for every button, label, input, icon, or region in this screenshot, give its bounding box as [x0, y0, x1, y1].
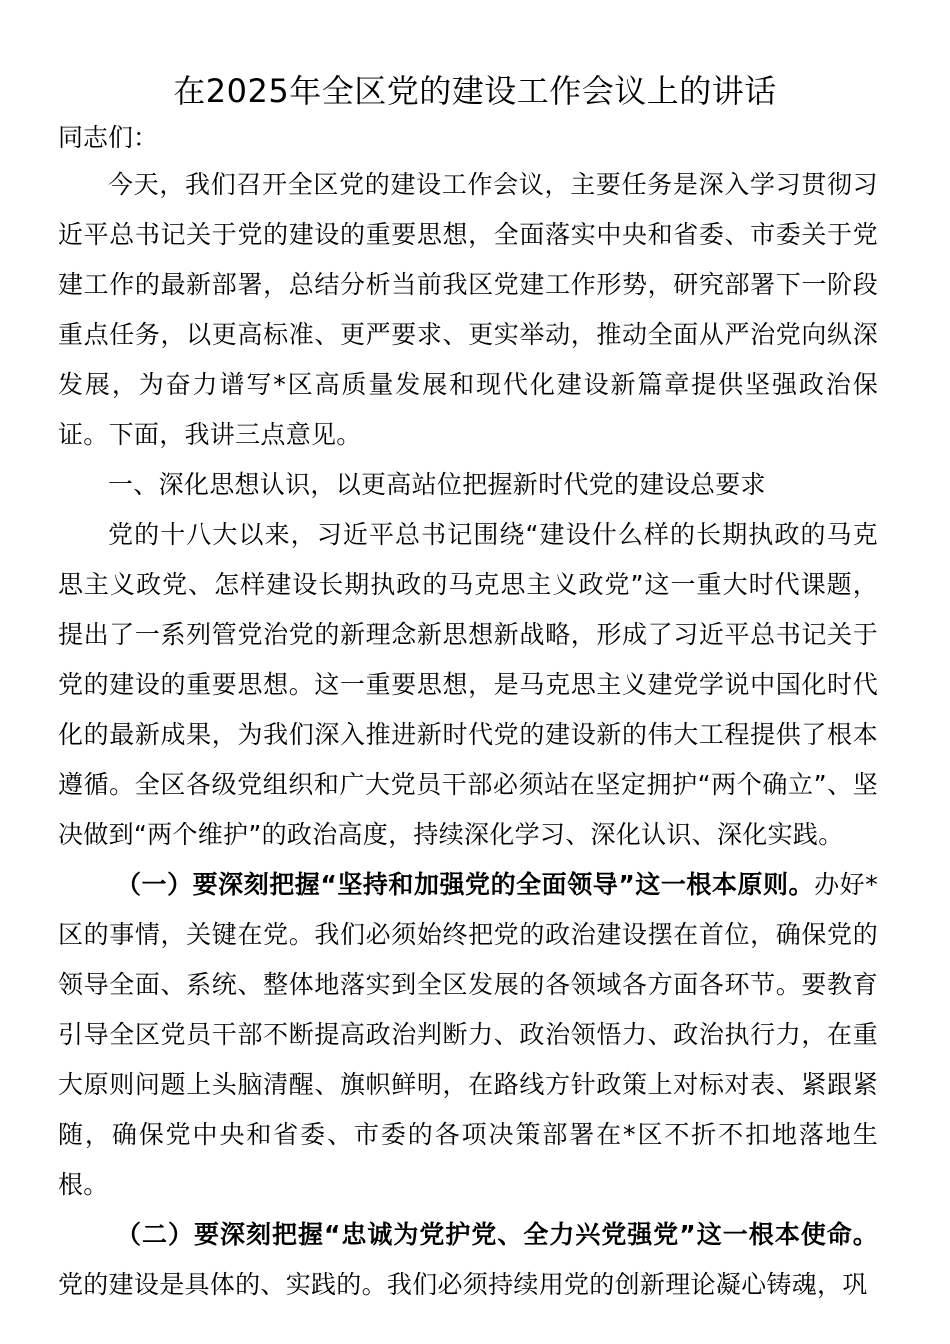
section-heading-1: 一、深化思想认识，以更高站位把握新时代党的建设总要求: [108, 470, 766, 499]
subsection-1-text: 办好*区的事情，关键在党。我们必须始终把党的政治建设摆在首位，确保党的领导全面、系统、整体地落实到全区发展的各领域各方面各环节。要教育引导全区党员干部不断提高政治判断力、政治领悟力、政治执行力，在重大原则问题上头脑清醒、旗帜鲜明，在路线方针政策上对标对表、紧跟紧随，确保党中央和省委、市委的各项决策部署在*区不折不扣地落地生根。: [58, 870, 878, 1199]
salutation: 同志们：: [58, 123, 159, 152]
paragraph-section1-body: 党的十八大以来，习近平总书记围绕“建设什么样的长期执政的马克思主义政党、怎样建设长期执政的马克思主义政党”这一重大时代课题，提出了一系列管党治党的新理念新思想新战略，形成了习近平总书记关于党的建设的重要思想。这一重要思想，是马克思主义建党学说中国化时代化的最新成果，为我们深入推进新时代党的建设新的伟大工程提供了根本遵循。全区各级党组织和广大党员干部必须站在坚定拥护“两个确立”、坚决做到“两个维护”的政治高度，持续深化学习、深化认识、深化实践。: [58, 520, 878, 849]
subsection-2-lead: （二）要深刻把握“忠诚为党护党、全力兴党强党”这一根本使命。: [116, 1220, 878, 1249]
subsection-1-lead: （一）要深刻把握“坚持和加强党的全面领导”这一根本原则。: [116, 870, 815, 899]
subsection-2-text: 党的建设是具体的、实践的。我们必须持续用党的创新理论凝心铸魂，巩: [58, 1270, 868, 1299]
page-title: 在2025年全区党的建设工作会议上的讲话: [173, 72, 777, 110]
document-body: [58, 160, 878, 1310]
paragraph-subsection-2: [58, 1210, 878, 1310]
paragraph-intro: 今天，我们召开全区党的建设工作会议，主要任务是深入学习贯彻习近平总书记关于党的建设的重要思想，全面落实中央和省委、市委关于党建工作的最新部署，总结分析当前我区党建工作形势，研究部署下一阶段重点任务，以更高标准、更严要求、更实举动，推动全面从严治党向纵深发展，为奋力谱写*区高质量发展和现代化建设新篇章提供坚强政治保证。下面，我讲三点意见。: [58, 170, 878, 449]
paragraph-subsection-1: [58, 860, 878, 1210]
